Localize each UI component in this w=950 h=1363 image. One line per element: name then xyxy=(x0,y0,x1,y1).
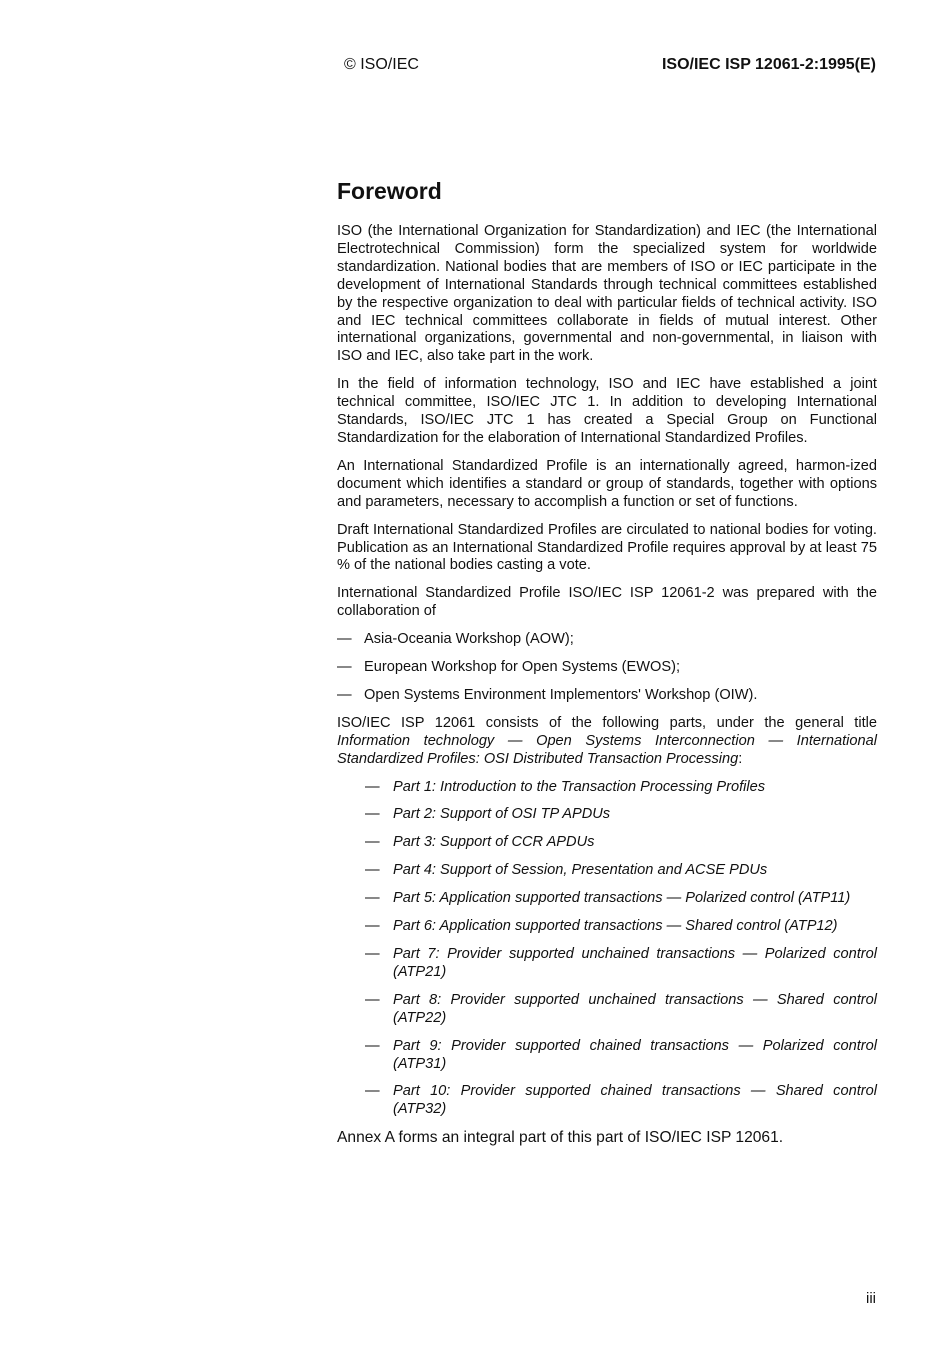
page-number: iii xyxy=(866,1290,876,1307)
paragraph-parts-intro xyxy=(337,715,877,769)
list-item: — Open Systems Environment Implementors' Workshop (OIW). xyxy=(337,687,877,705)
list-item: — Part 6: Application supported transactions — Shared control (ATP12) xyxy=(365,918,877,936)
list-item: — Part 9: Provider supported chained transactions — Polarized control (ATP31) xyxy=(365,1038,877,1074)
list-item: — Part 7: Provider supported unchained transactions — Polarized control (ATP21) xyxy=(365,946,877,982)
parts-list xyxy=(337,779,877,1120)
parts-general-title: Information technology — Open Systems Interconnection — International Standardized Profiles: OSI Distributed Transaction Processing xyxy=(337,732,877,767)
list-item: — Part 5: Application supported transactions — Polarized control (ATP11) xyxy=(365,890,877,908)
paragraph-draft-isp: Draft International Standardized Profiles are circulated to national bodies for voting. Publication as an International Standardized Profile requires approval by at least 75 % of the national bodies casting a vote. xyxy=(337,521,877,574)
parts-intro-end: : xyxy=(738,750,743,767)
header-document-id: ISO/IEC ISP 12061-2:1995(E) xyxy=(661,56,876,73)
list-item: — Part 3: Support of CCR APDUs xyxy=(365,834,877,852)
page-title: Foreword xyxy=(337,178,442,204)
list-item: — Part 10: Provider supported chained transactions — Shared control (ATP32) xyxy=(365,1083,877,1119)
collaborators-list xyxy=(337,631,877,705)
header-copyright: © ISO/IEC xyxy=(344,56,419,73)
list-item: — Part 8: Provider supported unchained transactions — Shared control (ATP22) xyxy=(365,992,877,1028)
paragraph-collaboration: International Standardized Profile ISO/IEC ISP 12061-2 was prepared with the collaboration of xyxy=(337,585,877,620)
list-item: — European Workshop for Open Systems (EWOS); xyxy=(337,659,877,677)
paragraph-iso-iec: ISO (the International Organization for Standardization) and IEC (the International Electrotechnical Commission) form the specialized system for worldwide standardization. National bodies that are members of ISO or IEC participate in the development of International Standards through technical committees established by the respective organization to deal with particular fields of technical activity. ISO and IEC technical committees collaborate in fields of mutual interest. Other international organizations, governmental and non-governmental, in liaison with ISO and IEC, also take part in the work. xyxy=(337,223,877,365)
foreword-section xyxy=(337,176,877,1157)
parts-intro-lead: ISO/IEC ISP 12061 consists of the following parts, under the general title xyxy=(337,714,877,731)
paragraph-isp-definition: An International Standardized Profile is an internationally agreed, harmon-ized document which identifies a standard or group of standards, together with options and parameters, necessary to accomplish a function or set of functions. xyxy=(337,457,877,510)
list-item: — Asia-Oceania Workshop (AOW); xyxy=(337,631,877,649)
annex-note: Annex A forms an integral part of this part of ISO/IEC ISP 12061. xyxy=(337,1129,784,1147)
list-item: — Part 4: Support of Session, Presentation and ACSE PDUs xyxy=(365,862,877,880)
list-item: — Part 2: Support of OSI TP APDUs xyxy=(365,806,877,824)
list-item: — Part 1: Introduction to the Transaction Processing Profiles xyxy=(365,779,877,797)
paragraph-jtc1: In the field of information technology, ISO and IEC have established a joint technical committee, ISO/IEC JTC 1. In addition to developing International Standards, ISO/IEC JTC 1 has created a Special Group on Functional Standardization for the elaboration of International Standardized Profiles. xyxy=(337,376,877,446)
